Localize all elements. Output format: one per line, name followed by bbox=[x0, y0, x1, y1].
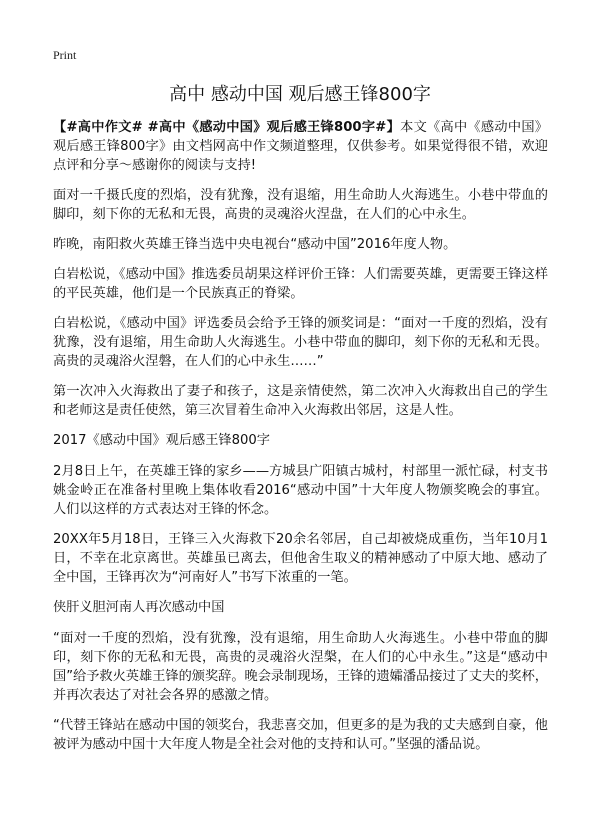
section1-heading: 2017《感动中国》观后感王锋800字 bbox=[53, 433, 270, 448]
paragraph-1: 面对一千摄氏度的烈焰，没有犹豫，没有退缩，用生命助人火海逃生。小巷中带血的脚印，刻下你的无私和无畏，高贵的灵魂浴火涅盘，在人们的心中永生。 bbox=[53, 188, 548, 222]
paragraph-4: 白岩松说，《感动中国》评选委员会给予王锋的颁奖词是：“面对一千度的烈焰，没有犹豫，没有退缩，用生命助人火海逃生。小巷中带血的脚印，刻下你的无私和无畏。高贵的灵魂浴火涅磐，在人们的心中永生……” bbox=[53, 316, 548, 369]
section1-paragraph-2: 20XX年5月18日，王锋三入火海救下20余名邻居，自己却被烧成重伤，当年10月1日，不幸在北京离世。英雄虽已离去，但他舍生取义的精神感动了中原大地、感动了全中国，王锋再次为“河南好人”书写下浓重的一笔。 bbox=[53, 532, 548, 585]
section2-heading: 侠肝义胆河南人再次感动中国 bbox=[53, 600, 225, 615]
page-title: 高中 感动中国 观后感王锋800字 bbox=[169, 84, 431, 105]
print-label[interactable]: Print bbox=[53, 48, 77, 62]
section1-paragraph-1: 2月8日上午，在英雄王锋的家乡——方城县广阳镇古城村，村部里一派忙碌，村支书姚金岭正在准备村里晚上集体收看2016“感动中国”十大年度人物颁奖晚会的事宜。人们以这样的方式表达对王锋的怀念。 bbox=[53, 464, 548, 517]
paragraph-5: 第一次冲入火海救出了妻子和孩子，这是亲情使然，第二次冲入火海救出自己的学生和老师这是责任使然，第三次冒着生命冲入火海救出邻居，这是人性。 bbox=[53, 384, 548, 418]
intro-text: 本文《高中《感动中国》观后感王锋800字》由文档网高中作文频道整理，仅供参考。如果觉得很不错，欢迎点评和分享～感谢你的阅读与支持! bbox=[53, 120, 548, 173]
intro-paragraph bbox=[53, 118, 548, 175]
article-body bbox=[53, 118, 548, 765]
intro-tag: 【#高中作文# #高中《感动中国》观后感王锋800字#】 bbox=[53, 120, 401, 135]
section2-paragraph-2: “代替王锋站在感动中国的领奖台，我悲喜交加，但更多的是为我的丈夫感到自豪，他被评为感动中国十大年度人物是全社会对他的支持和认可。”坚强的潘品说。 bbox=[53, 718, 548, 752]
paragraph-3: 白岩松说，《感动中国》推选委员胡果这样评价王锋：人们需要英雄，更需要王锋这样的平民英雄，他们是一个民族真正的脊梁。 bbox=[53, 267, 548, 301]
paragraph-2: 昨晚，南阳救火英雄王锋当选中央电视台“感动中国”2016年度人物。 bbox=[53, 237, 457, 252]
section2-paragraph-1: “面对一千度的烈焰，没有犹豫，没有退缩，用生命助人火海逃生。小巷中带血的脚印，刻下你的无私和无畏，高贵的灵魂浴火涅槃，在人们的心中永生。”这是“感动中国”给予救火英雄王锋的颁奖辞。晚会录制现场，王锋的遗孀潘品接过了丈夫的奖杯，并再次表达了对社会各界的感激之情。 bbox=[53, 631, 548, 703]
